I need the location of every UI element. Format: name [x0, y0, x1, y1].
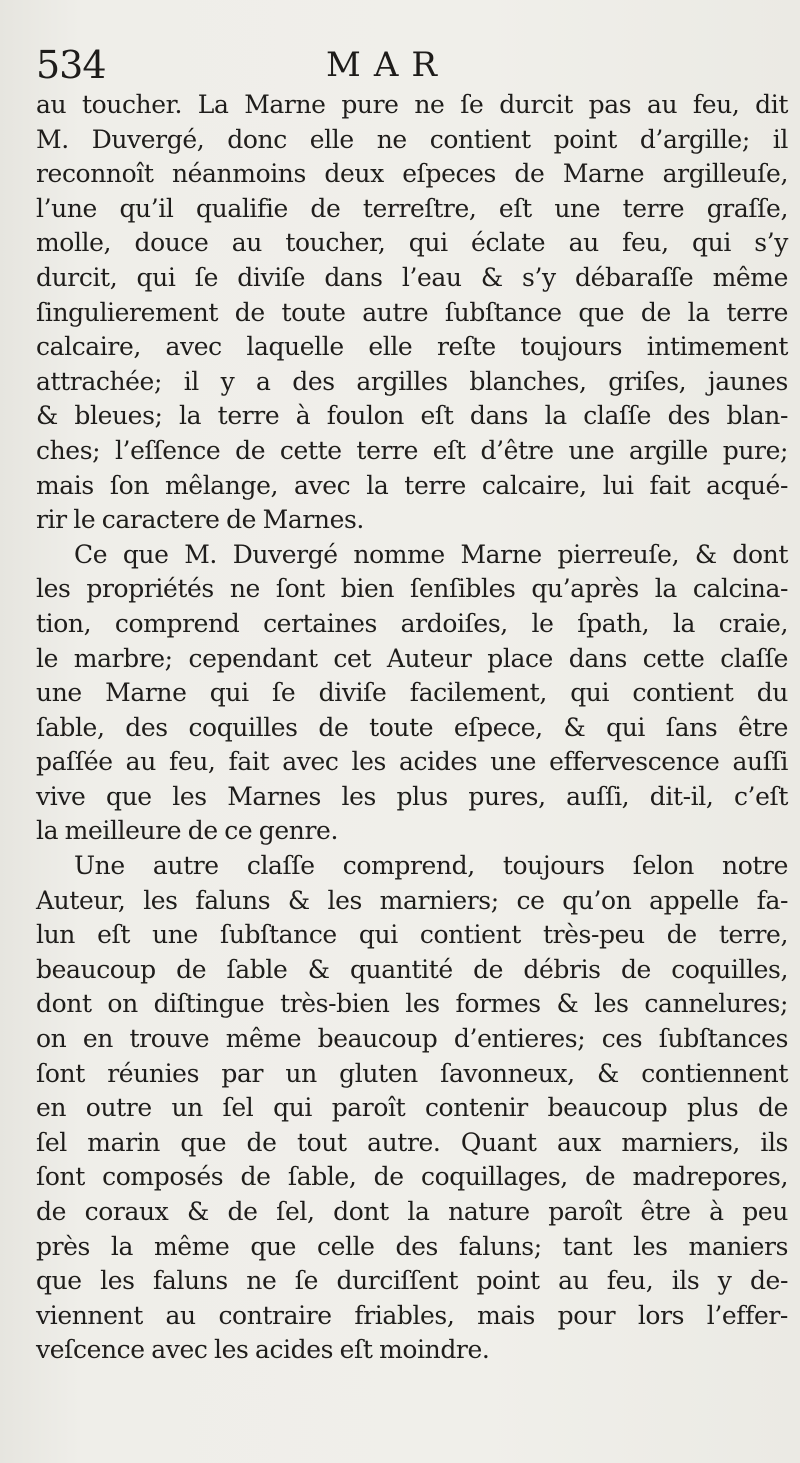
- paragraph-2: [36, 538, 788, 849]
- text-line: M. Duvergé, donc elle ne contient point d’argille; il: [36, 124, 788, 154]
- page-number: 534: [36, 43, 106, 87]
- text-line: que les faluns ne ſe durciſſent point au feu, ils y de-: [36, 1266, 788, 1296]
- text-line: ſont réunies par un gluten ſavonneux, & contiennent: [36, 1058, 788, 1088]
- body-text: [36, 88, 788, 1368]
- text-line: calcaire, avec laquelle elle reſte toujours intimement: [36, 332, 788, 362]
- text-line: Auteur, les faluns & les marniers; ce qu’on appelle fa-: [36, 885, 788, 915]
- text-line: viennent au contraire friables, mais pour lors l’effer-: [36, 1300, 788, 1330]
- text-line: Une autre claſſe comprend, toujours ſelon notre: [74, 851, 788, 881]
- text-line: les propriétés ne ſont bien ſenſibles qu’après la calcina-: [36, 574, 788, 604]
- page-header: [36, 42, 776, 92]
- paragraph-1: [36, 88, 788, 538]
- text-line: lun eſt une ſubſtance qui contient très-peu de terre,: [36, 920, 788, 950]
- text-line: mais ſon mêlange, avec la terre calcaire, lui fait acqué-: [36, 470, 788, 500]
- text-line: au toucher. La Marne pure ne ſe durcit pas au feu, dit: [36, 90, 788, 119]
- text-line: ſel marin que de tout autre. Quant aux marniers, ils: [36, 1127, 788, 1157]
- text-line: le marbre; cependant cet Auteur place dans cette claſſe: [36, 643, 788, 673]
- text-line: tion, comprend certaines ardoiſes, le ſpath, la craie,: [36, 608, 788, 638]
- text-line: l’une qu’il qualifie de terreſtre, eſt une terre graſſe,: [36, 193, 788, 223]
- text-line: reconnoît néanmoins deux eſpeces de Marne argilleuſe,: [36, 159, 788, 189]
- text-line: ſont composés de ſable, de coquillages, de madrepores,: [36, 1162, 788, 1192]
- text-line: vive que les Marnes les plus pures, auſſi, dit-il, c’eſt: [36, 781, 788, 811]
- text-line: de coraux & de ſel, dont la nature paroît être à peu: [36, 1197, 788, 1226]
- text-line: une Marne qui ſe diviſe facilement, qui contient du: [36, 678, 788, 708]
- text-line: dont on diſtingue très-bien les formes & les cannelures;: [36, 989, 788, 1019]
- text-line: on en trouve même beaucoup d’entieres; ces ſubſtances: [36, 1024, 788, 1054]
- text-line: ſingulierement de toute autre ſubſtance que de la terre: [36, 297, 788, 327]
- text-line: ſable, des coquilles de toute eſpece, & qui ſans être: [36, 712, 788, 742]
- text-line: près la même que celle des faluns; tant les maniers: [36, 1231, 788, 1261]
- text-line: Ce que M. Duvergé nomme Marne pierreuſe, & dont: [74, 539, 788, 569]
- paragraph-3: [36, 849, 788, 1368]
- text-line: veſcence avec les acides eſt moindre.: [36, 1335, 490, 1365]
- text-line: la meilleure de ce genre.: [36, 816, 339, 846]
- text-line: molle, douce au toucher, qui éclate au feu, qui s’y: [36, 228, 788, 258]
- text-line: rir le caractere de Marnes.: [36, 505, 364, 535]
- text-line: attrachée; il y a des argilles blanches, griſes, jaunes: [36, 366, 788, 396]
- text-line: paſſée au feu, fait avec les acides une effervescence auſſi: [36, 747, 788, 777]
- running-head: MAR: [326, 45, 450, 85]
- text-line: & bleues; la terre à foulon eſt dans la claſſe des blan-: [36, 401, 788, 431]
- text-line: ches; l’eſſence de cette terre eſt d’être une argille pure;: [36, 435, 788, 465]
- text-line: en outre un ſel qui paroît contenir beaucoup plus de: [36, 1093, 788, 1123]
- text-line: durcit, qui ſe diviſe dans l’eau & s’y débaraſſe même: [36, 262, 788, 292]
- text-line: beaucoup de ſable & quantité de débris de coquilles,: [36, 954, 788, 984]
